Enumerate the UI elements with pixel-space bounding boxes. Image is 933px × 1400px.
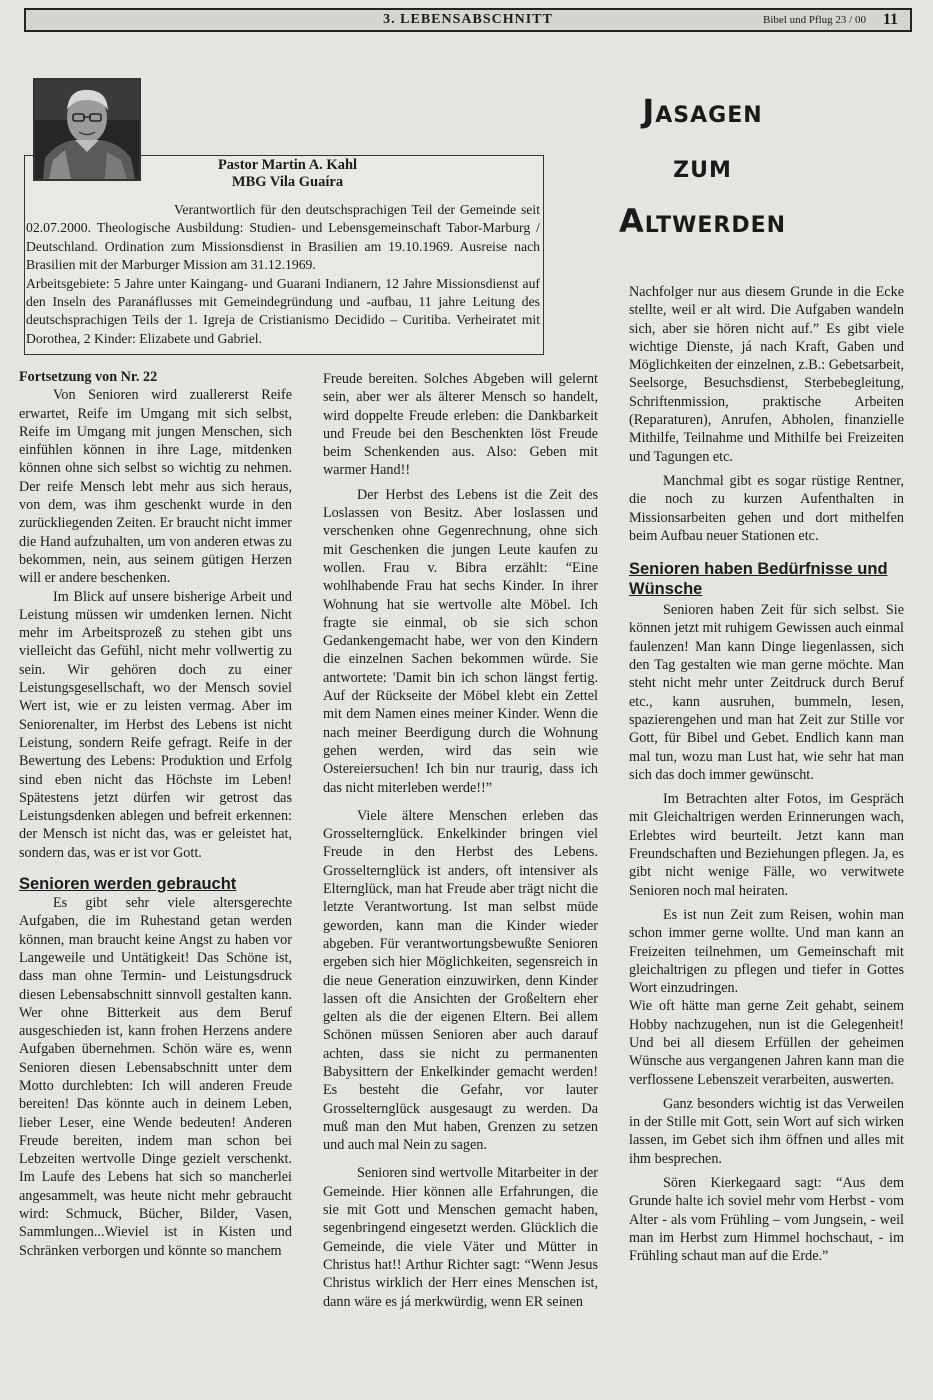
- title-line-2: zum: [673, 147, 732, 185]
- author-church: MBG Vila Guaíra: [231, 174, 344, 190]
- continuation-note: Fortsetzung von Nr. 22: [19, 369, 158, 385]
- article-column-1: [19, 368, 292, 1260]
- issue-label: Bibel und Pflug 23 / 00: [763, 14, 866, 26]
- bio-paragraph: Arbeitsgebiete: 5 Jahre unter Kaingang- und Guarani Indianern, 12 Jahre Missionsdienst auf den Inseln des Paranáflusses mit Gemeindegründung und -aufbau, 11 jahre Leitung des deutschsprachigen Teils der 1. Igreja de Cristianismo Decidido – Curitiba. Verheiratet mit Dorothea, 2 Kinder: Elizabete und Gabriel.: [26, 275, 540, 346]
- subheading-senioren-gebraucht: Senioren werden gebraucht: [19, 875, 237, 894]
- article-paragraph: Von Senioren wird zuallererst Reife erwartet, Reife im Umgang mit sich selbst, Reife im Umgang mit jungen Menschen, sich einfühlen können in ihre Lage, mitdenken können ohne sich selbst so wichtig zu nehmen. Der reife Mensch lebt mehr aus sich heraus, von dem, was ihm geschenkt wurde in den zurückliegenden Zeiten. Er braucht nicht immer die Hand aufzuhalten, um von anderen etwas zu bekommen, nein, aus seinem gütigen Herzen will er andere beschenken.: [19, 387, 292, 587]
- title-line-1: Jasagen: [642, 92, 763, 130]
- page-number: 11: [882, 11, 898, 28]
- article-paragraph: Manchmal gibt es sogar rüstige Rentner, die noch zu kurzen Aufenthalten in Missionsarbeiten gehen und dort mithelfen beim Aufbau neuer Stationen etc.: [629, 472, 904, 544]
- subheading-beduerfnisse-wuensche: Senioren haben Bedürfnisse und Wünsche: [629, 560, 888, 599]
- page-header: [24, 8, 912, 32]
- author-photo: [33, 78, 141, 181]
- article-paragraph: Es ist nun Zeit zum Reisen, wohin man schon immer gerne wollte. Und man kann an Freizeiten teilnehmen, um Gemeinschaft mit gleichaltrigen zu pflegen und tiefer in Gottes Wort einzudringen.: [629, 906, 904, 997]
- article-paragraph: Im Betrachten alter Fotos, im Gespräch mit Gleichaltrigen werden Erinnerungen wach, Erlebtes wird beurteilt. Jetzt kann man Freundschaften und Beziehungen pflegen. Ja, es gibt nicht wenige Fälle, wo verwitwete Senioren noch mal heiraten.: [629, 791, 904, 899]
- author-portrait-image: [35, 80, 139, 179]
- article-paragraph: Nachfolger nur aus diesem Grunde in die Ecke stellte, weil er alt wird. Die Aufgaben wandeln sich, aber sie hören nicht auf.” Es gibt viele wichtige Dienste, já nach Kraft, Gaben und Möglichkeiten der einzelnen, z.B.: Gebetsarbeit, Seelsorge, Besuchsdienst, Sterbebegleitung, Schriftenmission, praktische Arbeiten (Reparaturen), Anrufen, Abholen, finanzielle Mithilfe, Teilnahme und Mithilfe bei Freizeiten und Tagungen etc.: [629, 284, 904, 465]
- author-bio-text: [26, 201, 540, 348]
- bio-paragraph: Verantwortlich für den deutschsprachigen Teil der Gemeinde seit 02.07.2000. Theologische Ausbildung: Studien- und Lebensgemeinschaft Tabor-Marburg / Deutschland. Ordination zum Missionsdienst in Brasilien am 19.10.1969. Ausreise nach Brasilien mit der Marburger Mission am 31.12.1969.: [26, 202, 540, 273]
- article-paragraph: Senioren sind wertvolle Mitarbeiter in der Gemeinde. Hier können alle Erfahrungen, die sie mit Gott und Menschen gemacht haben, segenbringend eingesetzt werden. Glücklich die Gemeinde, die viele Väter und Mütter in Christus hat!! Arthur Richter sagt: “Wenn Jesus Christus wirklich der Herr eines Menschen ist, dann wäre es já merkwürdig, wenn ER seinen: [323, 1165, 598, 1310]
- article-paragraph: Ganz besonders wichtig ist das Verweilen in der Stille mit Gott, sein Wort auf sich wirken lassen, im Gebet sich ihm öffnen und alles mit ihm besprechen.: [629, 1095, 904, 1167]
- article-paragraph: Viele ältere Menschen erleben das Grosselternglück. Enkelkinder bringen viel Freude in den Herbst des Lebens. Grosselternglück ist anders, oft intensiver als Elternglück, man hat Freude aber trägt nicht die letzte Verantwortung. Ist man selbst müde geworden, kann man die Kinder wieder abgeben. Für verantwortungsbewußte Senioren ergeben sich hier Möglichkeiten, segensreich in die neue Generation einzuwirken, denn Kinder lassen oft die Ansichten der Großeltern eher gelten als die der eigenen Eltern. Bei allem Schönen müssen Senioren aber auch darauf achten, dass sie nicht zu permanenten Babysittern der Enkelkinder gemacht werden! Es besteht die Gefahr, vor lauter Grosselternglück ausgesaugt zu werden. Da muß man den Mut haben, Grenzen zu setzen und auch mal Nein zu sagen.: [323, 807, 598, 1154]
- article-column-3: [629, 283, 904, 1266]
- article-paragraph: Sören Kierkegaard sagt: “Aus dem Grunde halte ich soviel mehr vom Herbst - vom Alter - als vom Frühling – vom Jungsein, - weil man im Herbst zum Himmel hochschaut, - im Frühling schaut man auf die Erde.”: [629, 1175, 904, 1265]
- article-paragraph: Wie oft hätte man gerne Zeit gehabt, seinem Hobby nachzugehen, nun ist die Gelegenheit! Und bei all diesem Erfüllen der geheimen Wünsche aus vergangenen Jahren kann man die verflossene Lebenszeit verarbeiten, auswerten.: [629, 998, 904, 1088]
- title-line-3: Altwerden: [618, 202, 787, 240]
- article-paragraph: Im Blick auf unsere bisherige Arbeit und Leistung müssen wir umdenken lernen. Nicht mehr im Arbeitsprozeß zu stehen gibt uns vielleicht das Gefühl, nicht mehr vollwertig zu sein. Wir gehören doch zu einer Leistungsgesellschaft, wo der Mensch soviel Wert ist, wie er zu leisten vermag. Aber im Seniorenalter, im Herbst des Lebens ist nicht Leistung, sondern Reife gefragt. Reife in der Bewertung des Lebens: Produktion und Erfolg sind eben nicht das Höchste im Leben! Spätestens jetzt dürfen wir getrost das Leistungsdenken ablegen und befreit erkennen: der Mensch ist nicht das, was er geleistet hat, sondern das, was er ist vor Gott.: [19, 588, 292, 861]
- article-paragraph: Freude bereiten. Solches Abgeben will gelernt sein, aber wer als älterer Mensch so handelt, wird doppelte Freude erleben: die Dankbarkeit und Freude bei den Beschenkten löst Freude beim Schenkenden aus. Also: Geben mit warmer Hand!!: [323, 371, 598, 479]
- article-title: [570, 84, 835, 249]
- article-paragraph: Es gibt sehr viele altersgerechte Aufgaben, die im Ruhestand getan werden können, man braucht keine Angst zu haben vor Langeweile und Untätigkeit! Das Schöne ist, dass man ohne Termin- und Leistungsdruck diesen Lebensabschnitt sinnvoll gestalten kann. Wer ohne Bitterkeit aus dem Beruf ausgeschieden ist, kann frohen Herzens andere Aufgaben übernehmen. Schön wäre es, wenn Senioren diesen Lebensabschnitt unter dem Motto durchlebten: Ich will anderen Freude bereiten! Das könnte auch in deinem Leben, lieber Leser, eine Wende bedeuten! Anderen Freude bereiten, indem man schon bei Lebzeiten wertvolle Dinge gezielt verschenkt. Im Laufe des Lebens hat sich so mancherlei angesammelt, was heute nicht mehr gebraucht wird: Schmuck, Bücher, Bilder, Vasen, Sammlungen...Wieviel ist in Kisten und Schränken verborgen und könnte so manchem: [19, 895, 292, 1259]
- author-name: Pastor Martin A. Kahl: [217, 157, 358, 173]
- article-paragraph: Der Herbst des Lebens ist die Zeit des Loslassen von Besitz. Aber loslassen und verschenken ohne Gegenrechnung, ohne sich mit Geschenken die jungen Leute kaufen zu wollen. Frau v. Bibra erzählt: “Eine wohlhabende Frau hat sechs Kinder. In ihrer Wohnung hat sie wertvolle alte Möbel. Ich fragte sie einmal, ob sie sich schon Gedankengemacht habe, wer von den Kindern die einzelnen Sachen bekommen würde. Sie antwortete: 'Damit bin ich schon längst fertig. Auf der Rückseite der Möbel klebt ein Zettel mit dem Namen eines meiner Kinder. Wenn die nach meiner Beerdigung durch die Wohnung gehen werden, wird das sein wie Ostereiersuchen! Ich bin nur traurig, dass ich das nicht miterleben werde!!”: [323, 486, 598, 796]
- section-title: 3. LEBENSABSCHNITT: [383, 12, 553, 27]
- article-paragraph: Senioren haben Zeit für sich selbst. Sie können jetzt mit ruhigem Gewissen auch einmal faulenzen! Man kann Dinge liegenlassen, sich den Tag gestalten wie man gerne möchte. Man steht nicht mehr unter Zeitdruck durch Beruf etc., kann ausruhen, bummeln, lesen, spazierengehen und man hat Zeit zur Stille vor Gott, für Bibel und Gebet. Endlich kann man mal tun, wozu man Lust hat, wie sehr hat man sich das doch immer gewünscht.: [629, 602, 904, 783]
- article-column-2: [323, 370, 598, 1311]
- author-name-block: [160, 157, 415, 191]
